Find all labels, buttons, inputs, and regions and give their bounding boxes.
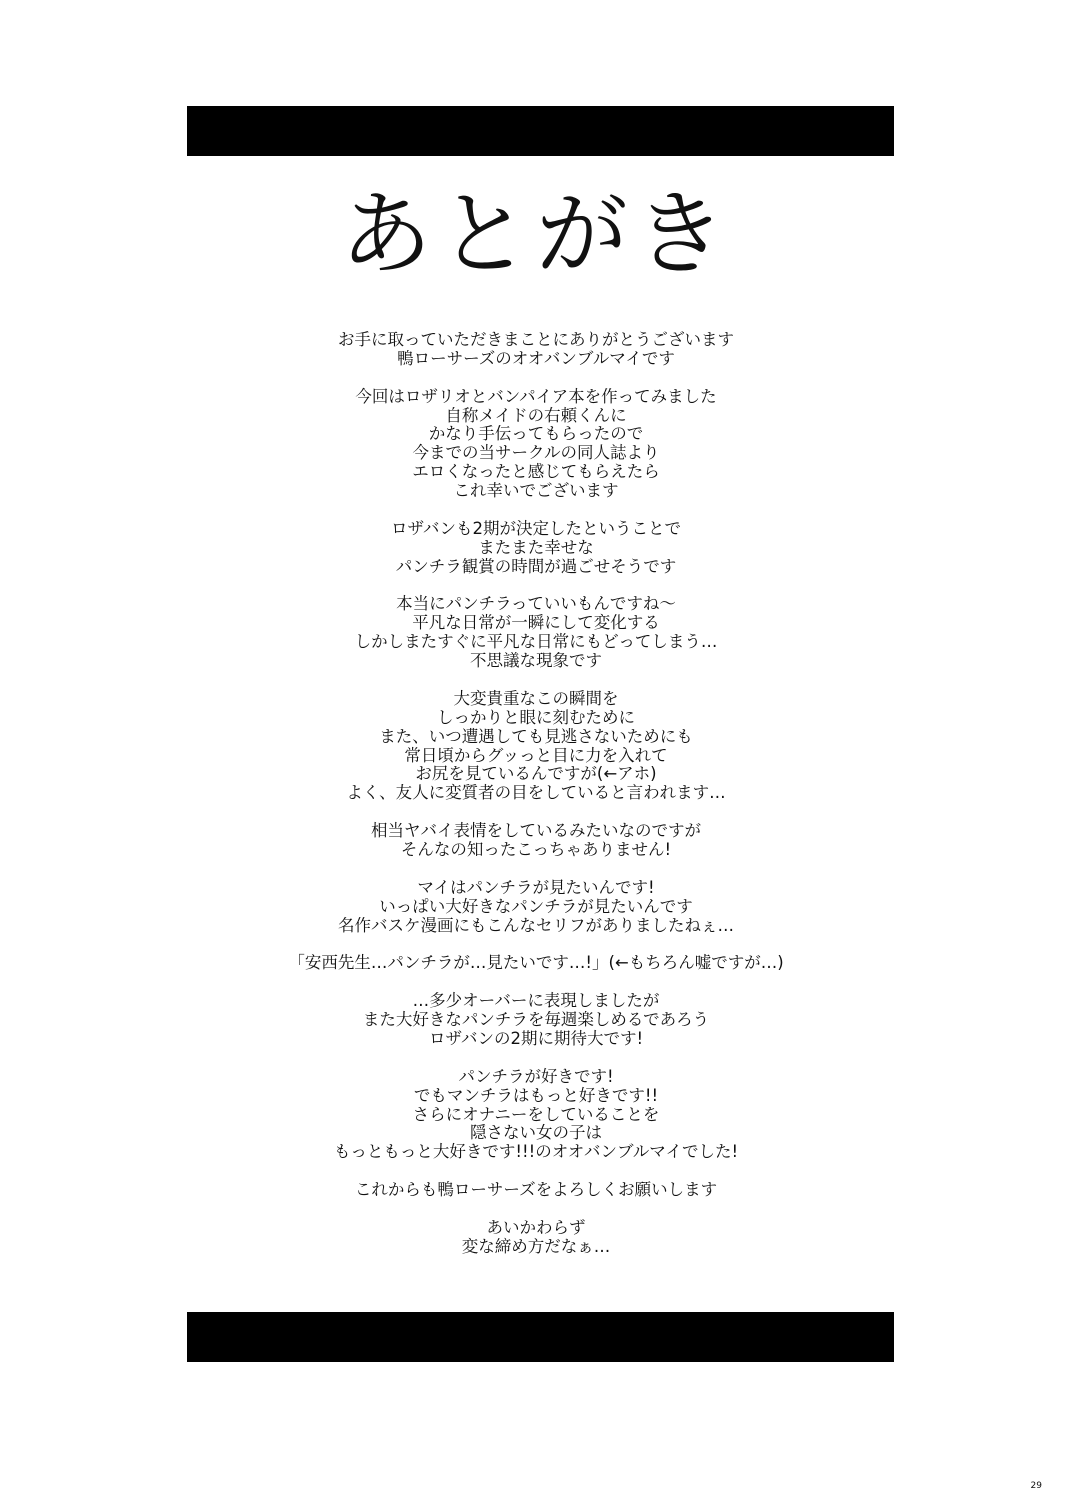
text-line: 今回はロザリオとバンパイア本を作ってみました bbox=[355, 386, 717, 406]
text-line: 大変貴重なこの瞬間を bbox=[453, 688, 619, 708]
text-line: かなり手伝ってもらったので bbox=[428, 424, 644, 444]
paragraph bbox=[0, 520, 1072, 577]
text-line: しっかりと眼に刻むために bbox=[437, 707, 635, 727]
text-line: もっともっと大好きです!!!のオオバンブルマイでした! bbox=[333, 1142, 739, 1162]
text-line: 不思議な現象です bbox=[470, 651, 602, 671]
bottom-black-bar bbox=[187, 1312, 894, 1362]
text-line: また大好きなパンチラを毎週楽しめるであろう bbox=[362, 1010, 710, 1030]
text-line: さらにオナニーをしていることを bbox=[412, 1104, 660, 1124]
page-title: あとがき bbox=[339, 181, 732, 288]
afterword-body bbox=[0, 331, 1072, 1276]
text-line: しかしまたすぐに平凡な日常にもどってしまう… bbox=[354, 632, 718, 652]
text-line: エロくなったと感じてもらえたら bbox=[412, 462, 660, 482]
paragraph bbox=[0, 690, 1072, 803]
paragraph bbox=[0, 1181, 1072, 1200]
text-line: ロザバンの2期に期待大です! bbox=[428, 1028, 644, 1048]
text-line: 「安西先生…パンチラが…見たいです…!」(←もちろん嘘ですが…) bbox=[288, 953, 784, 973]
text-line: お手に取っていただきまことにありがとうございます bbox=[338, 330, 734, 349]
text-line: パンチラが好きです! bbox=[458, 1066, 614, 1086]
paragraph bbox=[0, 388, 1072, 501]
paragraph bbox=[0, 879, 1072, 936]
text-line: 今までの当サークルの同人誌より bbox=[412, 443, 660, 463]
text-line: …多少オーバーに表現しましたが bbox=[412, 991, 660, 1011]
page-number: 29 bbox=[1030, 1481, 1042, 1491]
text-line: 常日頃からグッっと目に力を入れて bbox=[404, 745, 668, 765]
text-line: 本当にパンチラっていいもんですね〜 bbox=[396, 594, 676, 614]
text-line: 相当ヤバイ表情をしているみたいなのですが bbox=[371, 821, 701, 841]
text-line: マイはパンチラが見たいんです! bbox=[417, 877, 655, 897]
top-black-bar bbox=[187, 106, 894, 156]
paragraph bbox=[0, 331, 1072, 369]
text-line: でもマンチラはもっと好きです!! bbox=[413, 1085, 659, 1105]
text-line: これ幸いでございます bbox=[453, 481, 619, 501]
text-line: また、いつ遭遇しても見逃さないためにも bbox=[379, 726, 693, 746]
text-line: あいかわらず bbox=[486, 1217, 586, 1237]
text-line: パンチラ観賞の時間が過ごせそうです bbox=[395, 556, 677, 576]
paragraph bbox=[0, 1219, 1072, 1257]
text-line: ロザバンも2期が決定したということで bbox=[390, 518, 681, 538]
paragraph bbox=[0, 992, 1072, 1049]
text-line: 平凡な日常が一瞬にして変化する bbox=[412, 613, 660, 633]
paragraph bbox=[0, 595, 1072, 671]
paragraph bbox=[0, 1068, 1072, 1162]
text-line: 自称メイドの右頼くんに bbox=[445, 405, 627, 425]
text-line: いっぱい大好きなパンチラが見たいんです bbox=[379, 896, 693, 916]
text-line: 名作バスケ漫画にもこんなセリフがありましたねぇ… bbox=[338, 915, 734, 935]
text-line: お尻を見ているんですが(←アホ) bbox=[415, 764, 657, 784]
paragraph bbox=[0, 954, 1072, 973]
text-line: よく、友人に変質者の目をしていると言われます… bbox=[346, 783, 726, 803]
text-line: そんなの知ったこっちゃありません! bbox=[400, 840, 672, 860]
paragraph bbox=[0, 822, 1072, 860]
text-line: 変な締め方だなぁ… bbox=[461, 1236, 611, 1256]
text-line: これからも鴨ローサーズをよろしくお願いします bbox=[354, 1180, 718, 1200]
text-line: 鴨ローサーズのオオバンブルマイです bbox=[397, 348, 675, 368]
text-line: またまた幸せな bbox=[478, 537, 594, 557]
text-line: 隠さない女の子は bbox=[470, 1123, 602, 1143]
